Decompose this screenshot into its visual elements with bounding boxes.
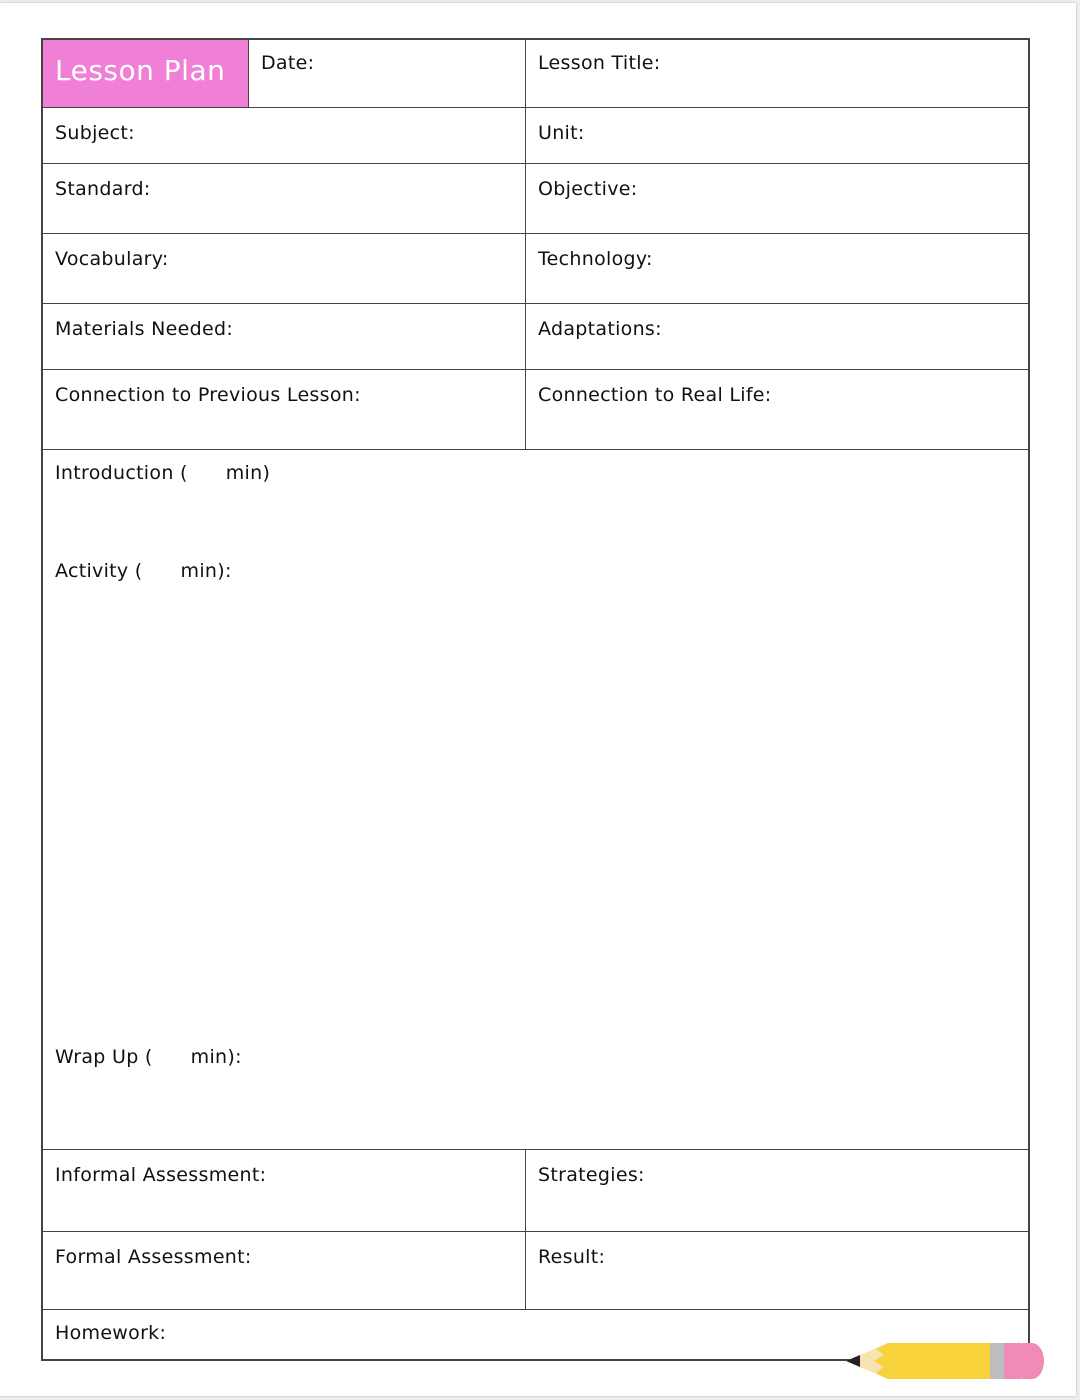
introduction-label: Introduction ( min) [55, 462, 271, 484]
adaptations-label: Adaptations: [538, 318, 662, 340]
date-field[interactable] [249, 40, 526, 107]
header-row [43, 40, 1028, 108]
vocabulary-field[interactable] [43, 234, 526, 303]
title-badge [43, 40, 249, 107]
materials-label: Materials Needed: [55, 318, 234, 340]
strategies-field[interactable] [526, 1150, 1028, 1231]
real-life-field[interactable] [526, 370, 1028, 449]
real-life-label: Connection to Real Life: [538, 384, 772, 406]
result-field[interactable] [526, 1232, 1028, 1309]
formal-assessment-label: Formal Assessment: [55, 1246, 252, 1268]
unit-label: Unit: [538, 122, 585, 144]
formal-assessment-field[interactable] [43, 1232, 526, 1309]
subject-row [43, 108, 1028, 164]
date-label: Date: [261, 52, 315, 74]
objective-field[interactable] [526, 164, 1028, 233]
result-label: Result: [538, 1246, 606, 1268]
lesson-plan-table [41, 38, 1030, 1361]
adaptations-field[interactable] [526, 304, 1028, 369]
unit-field[interactable] [526, 108, 1028, 163]
technology-label: Technology: [538, 248, 653, 270]
previous-lesson-label: Connection to Previous Lesson: [55, 384, 361, 406]
informal-assessment-label: Informal Assessment: [55, 1164, 267, 1186]
wrap-up-label: Wrap Up ( min): [55, 1046, 242, 1068]
materials-field[interactable] [43, 304, 526, 369]
subject-label: Subject: [55, 122, 135, 144]
lesson-title-label: Lesson Title: [538, 52, 661, 74]
materials-row [43, 304, 1028, 370]
lesson-plan-sheet [0, 3, 1076, 1396]
objective-label: Objective: [538, 178, 638, 200]
pencil-icon [842, 1339, 1044, 1383]
activity-label: Activity ( min): [55, 560, 232, 582]
lesson-title-field[interactable] [526, 40, 1028, 107]
procedure-field[interactable] [43, 450, 1028, 1149]
procedure-block [43, 450, 1028, 1150]
page-title: Lesson Plan [55, 54, 226, 87]
subject-field[interactable] [43, 108, 526, 163]
formal-row [43, 1232, 1028, 1310]
vocabulary-label: Vocabulary: [55, 248, 169, 270]
homework-label: Homework: [55, 1322, 167, 1344]
vocabulary-row [43, 234, 1028, 304]
standard-label: Standard: [55, 178, 151, 200]
standard-field[interactable] [43, 164, 526, 233]
informal-row [43, 1150, 1028, 1232]
standard-row [43, 164, 1028, 234]
previous-lesson-field[interactable] [43, 370, 526, 449]
connection-row [43, 370, 1028, 450]
informal-assessment-field[interactable] [43, 1150, 526, 1231]
technology-field[interactable] [526, 234, 1028, 303]
strategies-label: Strategies: [538, 1164, 645, 1186]
